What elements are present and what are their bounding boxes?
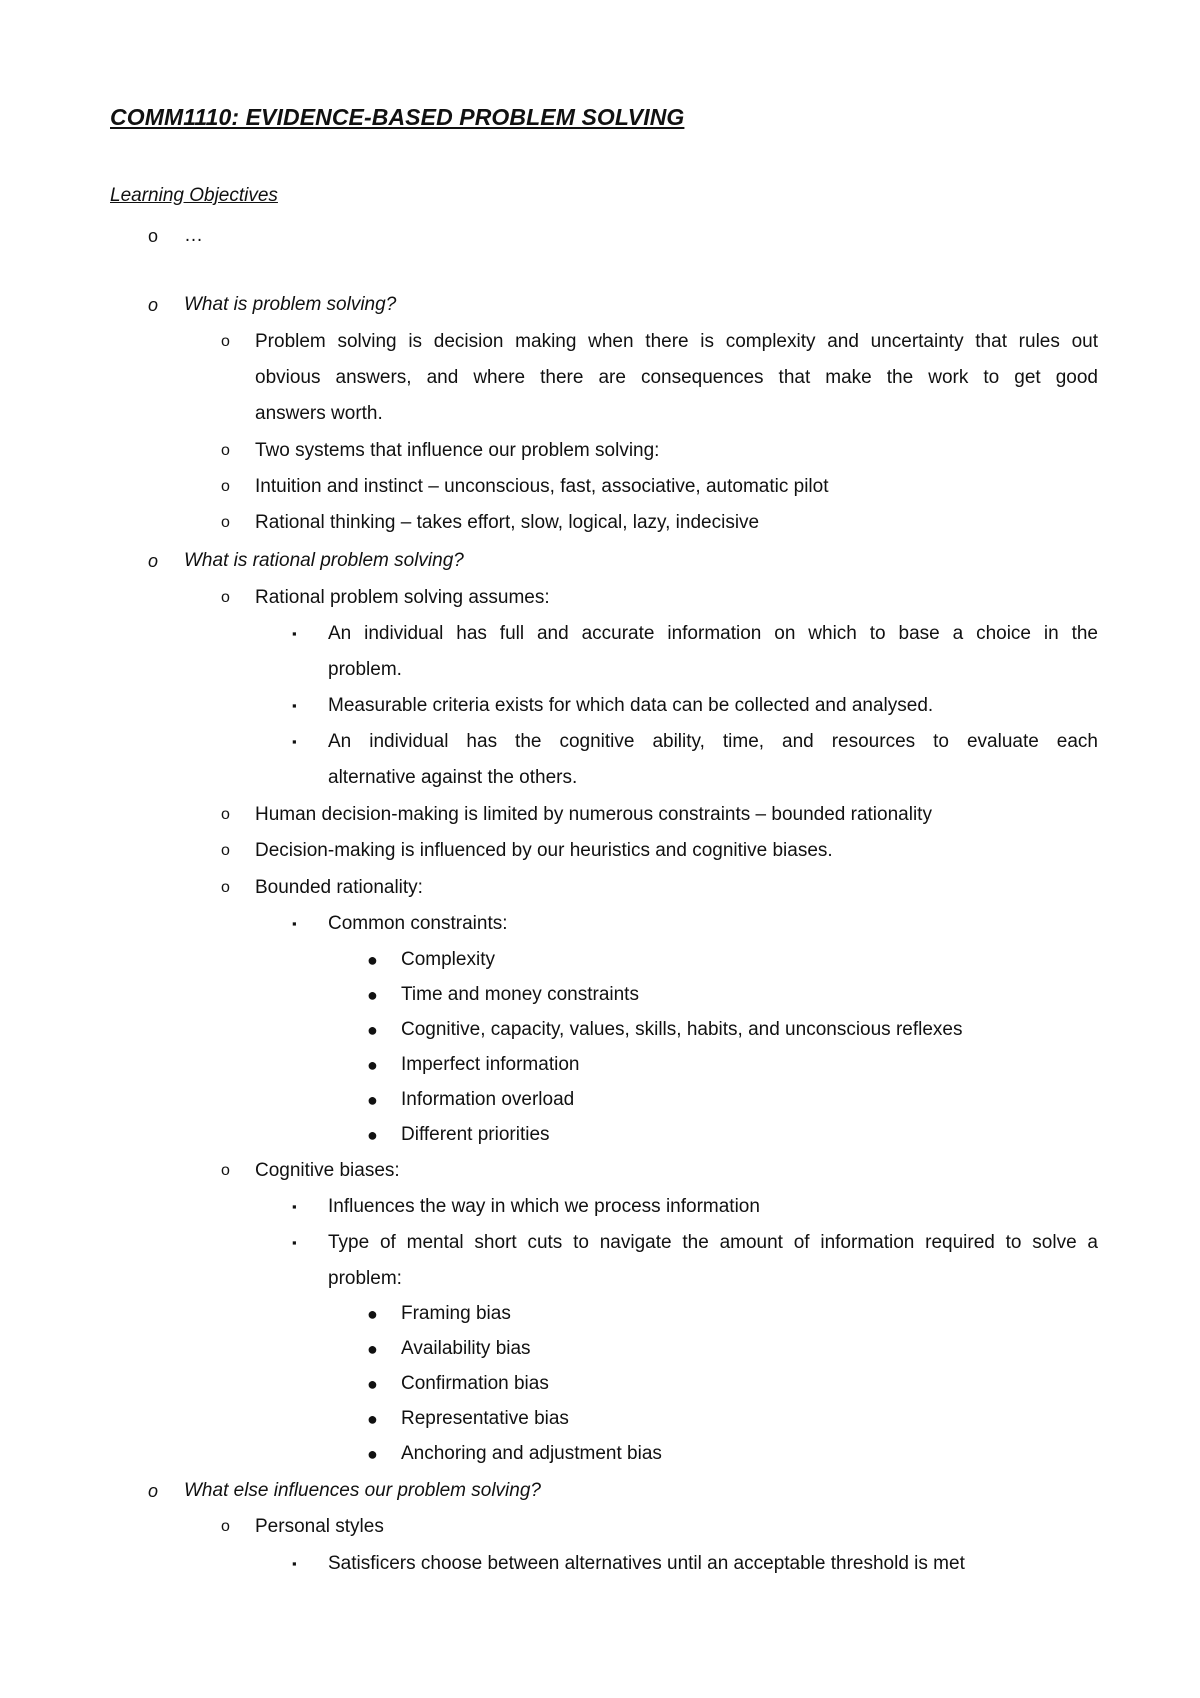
circle-bullet-icon: o bbox=[221, 478, 230, 495]
circle-bullet-icon: o bbox=[148, 551, 159, 571]
square-bullet-icon: ▪ bbox=[292, 1199, 297, 1214]
circle-bullet-icon: o bbox=[221, 333, 230, 350]
dot-bullet-icon: ● bbox=[367, 985, 378, 1005]
square-bullet-icon: ▪ bbox=[292, 626, 297, 641]
square-bullet-icon: ▪ bbox=[292, 1235, 297, 1250]
circle-bullet-icon: o bbox=[148, 226, 159, 246]
circle-bullet-icon: o bbox=[221, 879, 230, 896]
dot-bullet-icon: ● bbox=[367, 1055, 378, 1075]
circle-bullet-icon: o bbox=[221, 1518, 230, 1535]
dot-bullet-icon: ● bbox=[367, 1374, 378, 1394]
dot-bullet-icon: ● bbox=[367, 1090, 378, 1110]
square-bullet-icon: ▪ bbox=[292, 734, 297, 749]
circle-bullet-icon: o bbox=[148, 295, 159, 315]
square-bullet-icon: ▪ bbox=[292, 916, 297, 931]
dot-bullet-icon: ● bbox=[367, 1444, 378, 1464]
dot-bullet-icon: ● bbox=[367, 1304, 378, 1324]
dot-bullet-icon: ● bbox=[367, 1125, 378, 1145]
circle-bullet-icon: o bbox=[221, 589, 230, 606]
dot-bullet-icon: ● bbox=[367, 950, 378, 970]
circle-bullet-icon: o bbox=[221, 806, 230, 823]
document-page: COMM1110: EVIDENCE-BASED PROBLEM SOLVING Learning Objectives o … o What is problem solving? o Problem solving is decision making when there is complexity and uncertainty that rules out obvious answers, and where there are consequences that make the work to get good answers worth. o Two systems that influence our problem solving: o Intuition and instinct – unconscious, fast, associative, automatic pilot o Rational thinking – takes effort, slow, logical, lazy, indecisive o What is rational problem solving? o Rational problem solving assumes: ▪ An individual has full and accurate information on which to base a choice in the problem. ▪ Measurable criteria exists for which data can be collected and analysed. ▪ An individual has the cognitive ability, time, and resources to evaluate each alternative against the others. o Human decision-making is limited by numerous constraints – bounded rationality o Decision-making is influenced by our heuristics and cognitive biases. o Bounded rationality: ▪ Common constraints: ● Complexity ● Time and money constraints ● Cognitive, capacity, values, skills, habits, and unconscious reflexes ● Imperfect information ● Information overload ● Different priorities o Cognitive biases: ▪ Influences the way in which we process information ▪ Type of mental short cuts to navigate the amount of information required to solve a problem: ● Framing bias ● Availability bias ● Confirmation bias ● Representative bias ● Anchoring and adjustment bias o What else influences our problem solving? o Personal styles ▪ Satisficers choose between alternatives until an acceptable threshold is met bbox=[0, 0, 1200, 1698]
circle-bullet-icon: o bbox=[148, 1481, 159, 1501]
learning-objectives-heading: Learning Objectives bbox=[110, 185, 278, 206]
circle-bullet-icon: o bbox=[221, 1162, 230, 1179]
circle-bullet-icon: o bbox=[221, 442, 230, 459]
dot-bullet-icon: ● bbox=[367, 1339, 378, 1359]
circle-bullet-icon: o bbox=[221, 842, 230, 859]
dot-bullet-icon: ● bbox=[367, 1409, 378, 1429]
circle-bullet-icon: o bbox=[221, 514, 230, 531]
square-bullet-icon: ▪ bbox=[292, 1556, 297, 1571]
document-title: COMM1110: EVIDENCE-BASED PROBLEM SOLVING bbox=[110, 104, 685, 130]
square-bullet-icon: ▪ bbox=[292, 698, 297, 713]
dot-bullet-icon: ● bbox=[367, 1020, 378, 1040]
